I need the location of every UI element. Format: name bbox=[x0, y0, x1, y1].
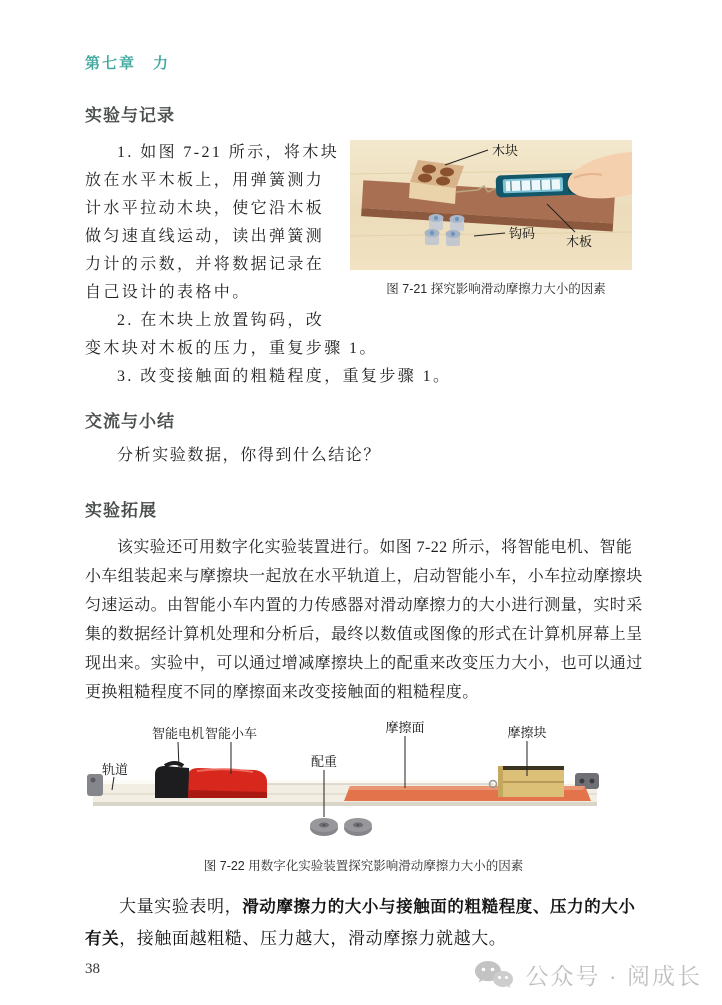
extension-line: 更换粗糙程度不同的摩擦面来改变接触面的粗糙程度。 bbox=[85, 684, 479, 701]
extension-paragraph bbox=[85, 533, 642, 707]
page-number: 38 bbox=[85, 961, 100, 977]
figure-7-21-photo bbox=[350, 140, 632, 270]
step-line: 力计的示数，并将数据记录在 bbox=[85, 256, 325, 273]
conclusion-bold-text: 有关 bbox=[85, 930, 120, 948]
section-heading-extension: 实验拓展 bbox=[85, 501, 157, 520]
label-counterweight: 配重 bbox=[310, 754, 338, 769]
smart-motor bbox=[155, 763, 191, 798]
label-friction-surface: 摩擦面 bbox=[385, 720, 425, 735]
step-line: 变木块对木板的压力，重复步骤 1。 bbox=[85, 340, 378, 357]
watermark bbox=[472, 958, 702, 991]
step-line: 计水平拉动木块，使它沿木板 bbox=[85, 200, 325, 217]
label-wooden-board: 木板 bbox=[566, 234, 593, 249]
counterweight-disks bbox=[310, 818, 372, 836]
figure-7-22-diagram bbox=[85, 716, 642, 851]
conclusion-normal-text: ，接触面越粗糙、压力越大，滑动摩擦力就越大。 bbox=[119, 929, 507, 948]
chapter-header: 第七章 力 bbox=[85, 55, 171, 72]
label-wooden-block: 木块 bbox=[492, 143, 519, 158]
extension-line: 现出来。实验中，可以通过增减摩擦块上的配重来改变压力大小，也可以通过 bbox=[85, 655, 643, 672]
watermark-text: 公众号 · 阅成长 bbox=[525, 963, 702, 989]
figure-7-21 bbox=[350, 140, 642, 297]
label-track: 轨道 bbox=[101, 762, 129, 777]
wechat-icon bbox=[472, 959, 516, 991]
conclusion-line-1 bbox=[85, 891, 642, 923]
conclusion-line-2 bbox=[85, 923, 642, 955]
step-line: 1. 如图 7-21 所示，将木块 bbox=[117, 144, 340, 161]
figure-7-21-caption: 图 7-21 探究影响滑动摩擦力大小的因素 bbox=[386, 282, 606, 296]
step-line: 3. 改变接触面的粗糙程度，重复步骤 1。 bbox=[117, 368, 452, 385]
conclusion-paragraph bbox=[85, 891, 642, 955]
label-hook-weights: 钩码 bbox=[509, 226, 536, 241]
step-line: 做匀速直线运动，读出弹簧测 bbox=[85, 228, 325, 245]
section-heading-discussion: 交流与小结 bbox=[85, 412, 175, 431]
extension-line: 小车组装起来与摩擦块一起放在水平轨道上，启动智能小车，小车拉动摩擦块 bbox=[85, 568, 643, 585]
extension-line: 集的数据经计算机处理和分析后，最终以数值或图像的形式在计算机屏幕上呈 bbox=[85, 626, 643, 643]
discussion-question: 分析实验数据，你得到什么结论？ bbox=[117, 447, 382, 464]
figure-7-22-caption: 图 7-22 用数字化实验装置探究影响滑动摩擦力大小的因素 bbox=[203, 859, 524, 873]
label-smart-car: 智能小车 bbox=[204, 726, 258, 741]
section-heading-experiment-record: 实验与记录 bbox=[85, 106, 175, 125]
step-line: 自己设计的表格中。 bbox=[85, 284, 251, 301]
conclusion-bold-text: 滑动摩擦力的大小与接触面的粗糙程度、压力的大小 bbox=[242, 898, 636, 916]
label-smart-motor: 智能电机 bbox=[151, 726, 205, 741]
experiment-steps-block bbox=[85, 139, 642, 391]
label-friction-block: 摩擦块 bbox=[507, 725, 547, 740]
extension-line: 该实验还可用数字化实验装置进行。如图 7-22 所示，将智能电机、智能 bbox=[117, 539, 633, 556]
step-line: 放在水平木板上，用弹簧测力 bbox=[85, 172, 325, 189]
extension-line: 匀速运动。由智能小车内置的力传感器对滑动摩擦力的大小进行测量，实时采 bbox=[85, 597, 643, 614]
spring-scale bbox=[496, 173, 581, 198]
smart-car bbox=[188, 768, 267, 798]
figure-7-22 bbox=[85, 716, 642, 874]
conclusion-normal-text: 大量实验表明， bbox=[119, 897, 243, 916]
step-line: 2. 在木块上放置钩码，改 bbox=[117, 312, 325, 329]
